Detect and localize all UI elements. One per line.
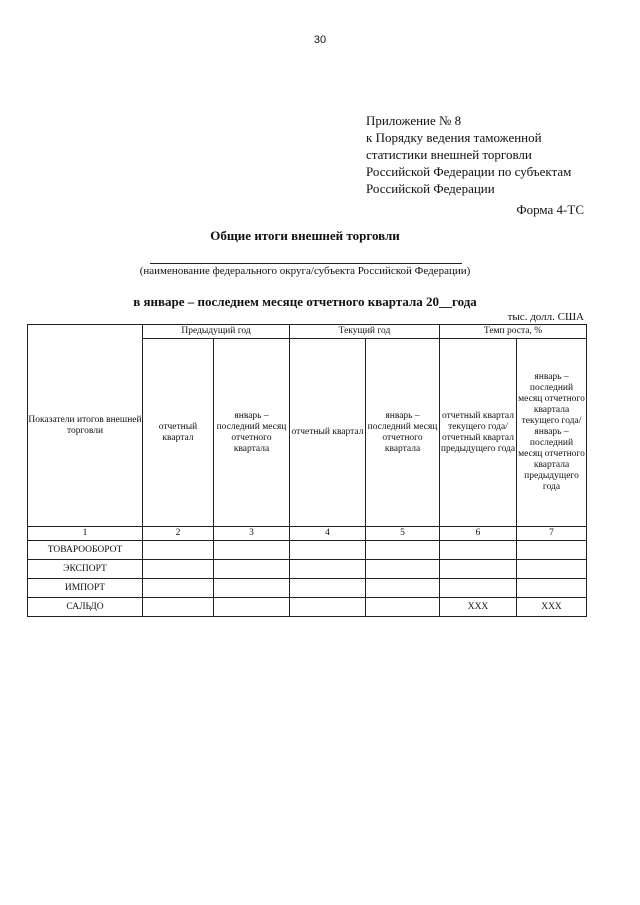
group-header-growth-rate: Темп роста, %	[440, 325, 587, 339]
row-label: ЭКСПОРТ	[28, 560, 143, 579]
table-row	[28, 579, 587, 598]
table-cell	[290, 560, 366, 579]
table-cell	[517, 541, 587, 560]
table-cell	[366, 598, 440, 617]
column-number: 5	[366, 527, 440, 541]
table-cell	[366, 579, 440, 598]
subcolumn-header: отчетный квартал текущего года/отчетный квартал предыдущего года	[440, 339, 517, 527]
group-header-current-year: Текущий год	[290, 325, 440, 339]
appendix-block	[366, 112, 571, 197]
appendix-line: статистики внешней торговли	[366, 147, 532, 162]
table-cell: XXX	[517, 598, 587, 617]
table-row	[28, 541, 587, 560]
subcolumn-header: отчетный квартал	[290, 339, 366, 527]
table-cell	[143, 560, 214, 579]
subcolumn-header: январь – последний месяц отчетного квартала	[214, 339, 290, 527]
table-cell	[366, 541, 440, 560]
table-cell	[366, 560, 440, 579]
row-header-cell: Показатели итогов внешней торговли	[28, 325, 143, 527]
appendix-line: к Порядку ведения таможенной	[366, 130, 542, 145]
table-cell	[290, 579, 366, 598]
subject-caption: (наименование федерального округа/субъекта Российской Федерации)	[139, 265, 471, 277]
subcolumn-header: январь – последний месяц отчетного квартала	[366, 339, 440, 527]
table-cell	[290, 598, 366, 617]
table-row	[28, 560, 587, 579]
form-id: Форма 4-ТС	[516, 202, 584, 217]
table-cell	[517, 579, 587, 598]
column-number: 4	[290, 527, 366, 541]
column-number: 7	[517, 527, 587, 541]
column-number: 3	[214, 527, 290, 541]
appendix-line: Российской Федерации по субъектам	[366, 164, 572, 179]
table-cell	[214, 579, 290, 598]
table-cell	[143, 598, 214, 617]
row-label: ИМПОРТ	[28, 579, 143, 598]
appendix-line: Российской Федерации	[366, 181, 495, 196]
page-number: 30	[313, 34, 327, 46]
table-cell	[143, 541, 214, 560]
table-cell	[214, 598, 290, 617]
subcolumn-header: январь – последний месяц отчетного квартала текущего года/январь – последний месяц отчетного квартала предыдущего года	[517, 339, 587, 527]
table-cell	[290, 541, 366, 560]
row-label: ТОВАРООБОРОТ	[28, 541, 143, 560]
group-header-previous-year: Предыдущий год	[143, 325, 290, 339]
table-cell	[440, 560, 517, 579]
table-cell	[440, 579, 517, 598]
column-number: 2	[143, 527, 214, 541]
table-cell: XXX	[440, 598, 517, 617]
appendix-line: Приложение № 8	[366, 113, 462, 128]
subject-fill-line	[150, 263, 462, 264]
table-cell	[214, 560, 290, 579]
table-cell	[214, 541, 290, 560]
document-title: Общие итоги внешней торговли	[210, 228, 400, 243]
table-cell	[440, 541, 517, 560]
column-number: 1	[28, 527, 143, 541]
table-cell	[143, 579, 214, 598]
column-number: 6	[440, 527, 517, 541]
table-row	[28, 598, 587, 617]
summary-table	[27, 324, 587, 617]
subcolumn-header: отчетный квартал	[143, 339, 214, 527]
period-heading: в январе – последнем месяце отчетного квартала 20__года	[133, 294, 477, 309]
units-label: тыс. долл. США	[507, 311, 584, 323]
row-label: САЛЬДО	[28, 598, 143, 617]
table-cell	[517, 560, 587, 579]
